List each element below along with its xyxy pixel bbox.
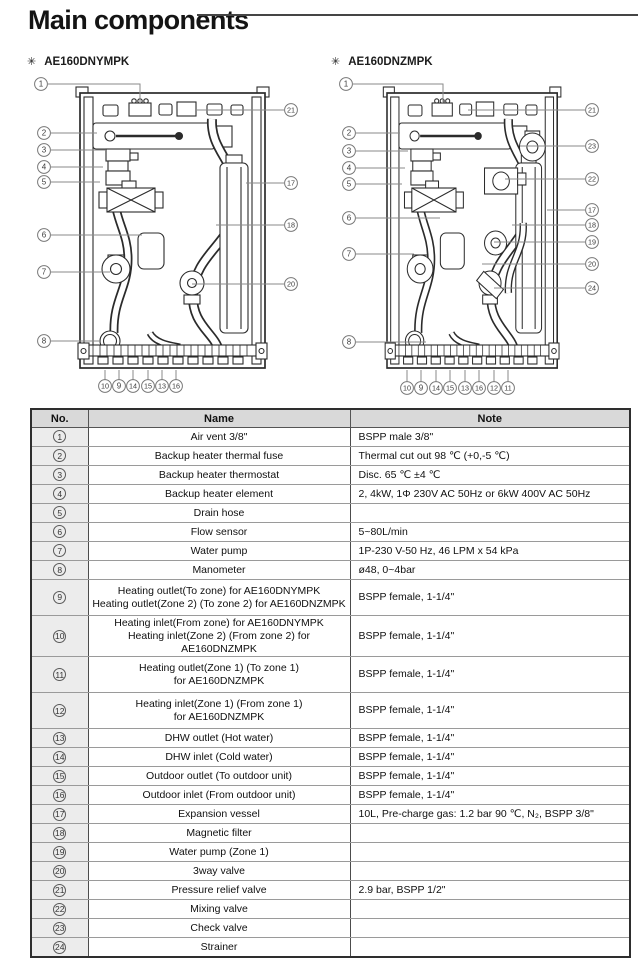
svg-text:13: 13	[158, 381, 166, 391]
circled-number: 22	[55, 904, 65, 915]
col-name: Name	[88, 409, 350, 428]
svg-text:10: 10	[101, 381, 109, 391]
cell-note: 10L, Pre-charge gas: 1.2 bar 90 ℃, N₂, BSPP 3/8"	[350, 805, 630, 824]
callout-19	[586, 236, 599, 249]
svg-text:2: 2	[41, 128, 47, 138]
table-row	[31, 862, 630, 881]
cell-name: Pressure relief valve	[88, 881, 350, 900]
cell-no	[31, 748, 88, 767]
cell-name: Heating outlet(To zone) for AE160DNYMPK Heating outlet(Zone 2) (To zone 2) for AE160DNZMPK	[88, 580, 350, 616]
callout-24	[586, 282, 599, 295]
cell-name: Magnetic filter	[88, 824, 350, 843]
cell-no	[31, 767, 88, 786]
cell-name: Strainer	[88, 938, 350, 958]
svg-text:4: 4	[346, 163, 352, 173]
svg-text:17: 17	[588, 205, 596, 215]
circled-number: 19	[55, 847, 65, 858]
cell-name: Backup heater thermostat	[88, 466, 350, 485]
callout-20	[285, 278, 298, 291]
cell-no	[31, 561, 88, 580]
cell-note	[350, 843, 630, 862]
cell-name: Outdoor inlet (From outdoor unit)	[88, 786, 350, 805]
cell-no	[31, 504, 88, 523]
cell-note	[350, 824, 630, 843]
page-title: Main components	[28, 5, 249, 35]
unit-illustration	[76, 87, 269, 368]
callout-12	[488, 382, 501, 395]
svg-text:21: 21	[287, 105, 295, 115]
svg-text:23: 23	[588, 141, 596, 151]
diagram-right	[383, 87, 561, 368]
model-name-left: AE160DNYMPK	[44, 55, 130, 68]
callout-4	[343, 162, 356, 175]
table-row	[31, 729, 630, 748]
svg-text:10: 10	[403, 383, 411, 393]
callout-6	[38, 229, 51, 242]
svg-text:9: 9	[116, 381, 122, 391]
cell-name: 3way valve	[88, 862, 350, 881]
svg-text:4: 4	[41, 162, 47, 172]
cell-name: Check valve	[88, 919, 350, 938]
cell-name: Water pump	[88, 542, 350, 561]
circled-number: 20	[55, 866, 65, 877]
cell-name: DHW inlet (Cold water)	[88, 748, 350, 767]
cell-note	[350, 938, 630, 958]
cell-note: 1P-230 V-50 Hz, 46 LPM x 54 kPa	[350, 542, 630, 561]
svg-text:19: 19	[588, 237, 596, 247]
callout-7	[38, 266, 51, 279]
cell-note	[350, 919, 630, 938]
circled-number: 16	[55, 790, 65, 801]
circled-number: 4	[53, 487, 66, 500]
callout-20	[586, 258, 599, 271]
cell-note: BSPP female, 1-1/4"	[350, 657, 630, 693]
callout-2	[343, 127, 356, 140]
table-row	[31, 938, 630, 958]
cell-note: BSPP male 3/8"	[350, 428, 630, 447]
svg-text:5: 5	[346, 179, 352, 189]
circled-number: 10	[55, 630, 65, 641]
table-row	[31, 824, 630, 843]
callout-3	[343, 145, 356, 158]
svg-text:11: 11	[504, 383, 512, 393]
cell-name: Flow sensor	[88, 523, 350, 542]
cell-no	[31, 824, 88, 843]
svg-text:21: 21	[588, 105, 596, 115]
callout-9	[113, 380, 126, 393]
svg-text:6: 6	[41, 230, 47, 240]
cell-note	[350, 504, 630, 523]
diagram-left	[76, 87, 269, 368]
cell-note: Thermal cut out 98 ℃ (+0,-5 ℃)	[350, 447, 630, 466]
callout-14	[430, 382, 443, 395]
svg-text:7: 7	[346, 249, 352, 259]
table-row	[31, 748, 630, 767]
svg-text:15: 15	[446, 383, 454, 393]
svg-text:3: 3	[41, 145, 47, 155]
cell-name: Heating inlet(Zone 1) (From zone 1) for AE160DNZMPK	[88, 693, 350, 729]
callout-15	[142, 380, 155, 393]
svg-text:16: 16	[172, 381, 180, 391]
callout-22	[586, 173, 599, 186]
callout-4	[38, 161, 51, 174]
table-row	[31, 542, 630, 561]
table-row	[31, 504, 630, 523]
components-table	[30, 408, 631, 958]
cell-no	[31, 523, 88, 542]
cell-note: BSPP female, 1-1/4"	[350, 580, 630, 616]
table-row	[31, 561, 630, 580]
cell-note: BSPP female, 1-1/4"	[350, 693, 630, 729]
table-row	[31, 428, 630, 447]
cell-name: DHW outlet (Hot water)	[88, 729, 350, 748]
table-row	[31, 466, 630, 485]
callout-13	[459, 382, 472, 395]
callout-8	[38, 335, 51, 348]
cell-no	[31, 485, 88, 504]
svg-text:22: 22	[588, 174, 596, 184]
callout-5	[38, 176, 51, 189]
callout-21	[586, 104, 599, 117]
svg-text:13: 13	[461, 383, 469, 393]
asterisk-icon: ✳	[27, 55, 37, 68]
svg-text:20: 20	[588, 259, 596, 269]
cell-name: Heating inlet(From zone) for AE160DNYMPK Heating inlet(Zone 2) (From zone 2) for AE160DNZMPK	[88, 616, 350, 657]
svg-text:24: 24	[588, 283, 596, 293]
cell-note: BSPP female, 1-1/4"	[350, 748, 630, 767]
callout-23	[586, 140, 599, 153]
col-note: Note	[350, 409, 630, 428]
cell-no	[31, 862, 88, 881]
circled-number: 2	[53, 449, 66, 462]
circled-number: 24	[55, 942, 65, 953]
svg-text:14: 14	[129, 381, 137, 391]
cell-note: BSPP female, 1-1/4"	[350, 616, 630, 657]
svg-text:18: 18	[287, 220, 295, 230]
svg-text:16: 16	[475, 383, 483, 393]
circled-number: 9	[53, 591, 66, 604]
callout-10	[401, 382, 414, 395]
cell-name: Outdoor outlet (To outdoor unit)	[88, 767, 350, 786]
cell-name: Drain hose	[88, 504, 350, 523]
cell-name: Backup heater element	[88, 485, 350, 504]
circled-number: 18	[55, 828, 65, 839]
table-row	[31, 447, 630, 466]
circled-number: 11	[53, 668, 66, 681]
cell-name: Manometer	[88, 561, 350, 580]
cell-note: BSPP female, 1-1/4"	[350, 786, 630, 805]
circled-number: 23	[55, 923, 65, 934]
cell-note: 5~80L/min	[350, 523, 630, 542]
callout-15	[444, 382, 457, 395]
table-row	[31, 900, 630, 919]
model-name-right: AE160DNZMPK	[348, 55, 433, 68]
callout-10	[99, 380, 112, 393]
svg-text:14: 14	[432, 383, 440, 393]
cell-no	[31, 938, 88, 958]
circled-number: 5	[53, 506, 66, 519]
table-row	[31, 616, 630, 657]
callout-6	[343, 212, 356, 225]
component-diagrams	[0, 0, 638, 402]
cell-no	[31, 693, 88, 729]
circled-number: 1	[53, 430, 66, 443]
svg-text:5: 5	[41, 177, 47, 187]
callout-18	[285, 219, 298, 232]
circled-number: 8	[53, 563, 66, 576]
svg-text:3: 3	[346, 146, 352, 156]
circled-number: 7	[53, 544, 66, 557]
table-row	[31, 786, 630, 805]
callout-7	[343, 248, 356, 261]
table-row	[31, 485, 630, 504]
cell-note: Disc. 65 ℃ ±4 ℃	[350, 466, 630, 485]
table-row	[31, 805, 630, 824]
cell-no	[31, 428, 88, 447]
callout-11	[502, 382, 515, 395]
table-row	[31, 693, 630, 729]
svg-text:18: 18	[588, 220, 596, 230]
callout-21	[285, 104, 298, 117]
cell-name: Air vent 3/8"	[88, 428, 350, 447]
cell-name: Expansion vessel	[88, 805, 350, 824]
table-row	[31, 843, 630, 862]
cell-no	[31, 786, 88, 805]
callout-17	[285, 177, 298, 190]
callout-1	[340, 78, 353, 91]
unit-illustration	[383, 87, 561, 368]
cell-no	[31, 919, 88, 938]
circled-number: 13	[55, 733, 65, 744]
cell-note	[350, 862, 630, 881]
callout-18	[586, 219, 599, 232]
cell-no	[31, 843, 88, 862]
cell-note: 2.9 bar, BSPP 1/2"	[350, 881, 630, 900]
cell-note: 2, 4kW, 1Φ 230V AC 50Hz or 6kW 400V AC 50Hz	[350, 485, 630, 504]
svg-text:20: 20	[287, 279, 295, 289]
circled-number: 17	[55, 809, 65, 820]
cell-note: ø48, 0~4bar	[350, 561, 630, 580]
cell-no	[31, 542, 88, 561]
cell-no	[31, 616, 88, 657]
svg-text:9: 9	[418, 383, 424, 393]
cell-name: Mixing valve	[88, 900, 350, 919]
circled-number: 14	[55, 752, 65, 763]
callout-3	[38, 144, 51, 157]
cell-no	[31, 729, 88, 748]
svg-text:15: 15	[144, 381, 152, 391]
callout-5	[343, 178, 356, 191]
table-header-row	[31, 409, 630, 428]
callout-2	[38, 127, 51, 140]
cell-no	[31, 657, 88, 693]
col-no: No.	[31, 409, 88, 428]
svg-text:8: 8	[346, 337, 352, 347]
svg-text:1: 1	[38, 79, 44, 89]
cell-no	[31, 881, 88, 900]
cell-no	[31, 900, 88, 919]
circled-number: 3	[53, 468, 66, 481]
svg-text:7: 7	[41, 267, 47, 277]
callout-17	[586, 204, 599, 217]
table-row	[31, 580, 630, 616]
table-row	[31, 881, 630, 900]
cell-no	[31, 466, 88, 485]
svg-text:2: 2	[346, 128, 352, 138]
cell-name: Water pump (Zone 1)	[88, 843, 350, 862]
asterisk-icon: ✳	[331, 55, 341, 68]
svg-text:1: 1	[343, 79, 349, 89]
circled-number: 15	[55, 771, 65, 782]
cell-note: BSPP female, 1-1/4"	[350, 767, 630, 786]
cell-no	[31, 447, 88, 466]
circled-number: 6	[53, 525, 66, 538]
callout-9	[415, 382, 428, 395]
svg-text:17: 17	[287, 178, 295, 188]
cell-no	[31, 580, 88, 616]
cell-name: Backup heater thermal fuse	[88, 447, 350, 466]
table-row	[31, 523, 630, 542]
cell-note: BSPP female, 1-1/4"	[350, 729, 630, 748]
svg-text:6: 6	[346, 213, 352, 223]
table-row	[31, 657, 630, 693]
callout-1	[35, 78, 48, 91]
cell-no	[31, 805, 88, 824]
callout-8	[343, 336, 356, 349]
callout-16	[170, 380, 183, 393]
cell-note	[350, 900, 630, 919]
svg-text:8: 8	[41, 336, 47, 346]
svg-text:12: 12	[490, 383, 498, 393]
callout-16	[473, 382, 486, 395]
callout-14	[127, 380, 140, 393]
cell-name: Heating outlet(Zone 1) (To zone 1) for AE160DNZMPK	[88, 657, 350, 693]
callout-13	[156, 380, 169, 393]
circled-number: 12	[55, 705, 65, 716]
table-row	[31, 767, 630, 786]
table-row	[31, 919, 630, 938]
circled-number: 21	[55, 885, 65, 896]
